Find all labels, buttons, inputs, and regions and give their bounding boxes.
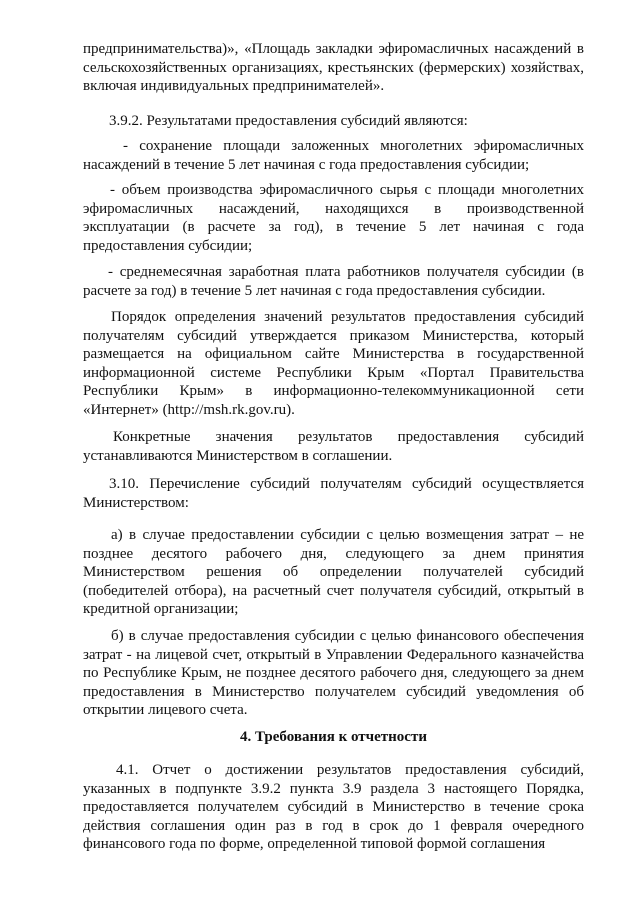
paragraph-3-10: 3.10. Перечисление субсидий получателям субсидий осуществляется Министерством: (83, 476, 584, 511)
paragraph-4-1: 4.1. Отчет о достижении результатов предоставления субсидий, указанных в подпункте 3.9.2 пункта 3.9 раздела 3 настоящего Порядка, предоставляется получателем субсидий в Министерство в течение срока действия соглашения один раз в год в срок до 1 февраля очередного финансового года по форме, определенной типовой формой соглашения (83, 762, 584, 852)
paragraph-item-a: а) в случае предоставлении субсидии с целью возмещения затрат – не позднее десятого рабочего дня, следующего за днем принятия Министерством решения об определении получателей субсидий (победителей отбора), на расчетный счет получателя субсидий, открытый в кредитной организации; (83, 527, 584, 617)
paragraph-result-volume: - объем производства эфиромасличного сырья с площади многолетних эфиромасличных насаждений, находящихся в производственной эксплуатации (в расчете за год), в течение 5 лет начиная с года предоставления субсидии; (83, 182, 584, 254)
paragraph-continuation: предпринимательства)», «Площадь закладки эфиромасличных насаждений в сельскохозяйственных организациях, крестьянских (фермерских) хозяйствах, включая индивидуальных предпринимателей». (83, 41, 584, 94)
section-heading: 4. Требования к отчетности (240, 729, 427, 745)
paragraph-item-b: б) в случае предоставления субсидии с целью финансового обеспечения затрат - на лицевой счет, открытый в Управлении Федерального казначейства по Республике Крым, не позднее десятого рабочего дня, следующего за днем предоставления в Министерство получателем субсидий уведомления об открытии лицевого счета. (83, 628, 584, 718)
paragraph-3-9-2: 3.9.2. Результатами предоставления субсидий являются: (109, 113, 468, 129)
paragraph-result-salary: - среднемесячная заработная плата работников получателя субсидии (в расчете за год) в течение 5 лет начиная с года предоставления субсидии. (83, 264, 584, 299)
paragraph-result-area: - сохранение площади заложенных многолетних эфиромасличных насаждений в течение 5 лет начиная с года предоставления субсидии; (83, 138, 584, 173)
paragraph-procedure: Порядок определения значений результатов предоставления субсидий получателям субсидий утверждается приказом Министерства, который размещается на официальном сайте Министерства в государственной информационной системе Республики Крым «Портал Правительства Республики Крым» в информационно-телекоммуникационной сети «Интернет» (http://msh.rk.gov.ru). (83, 309, 584, 418)
paragraph-specific-values: Конкретные значения результатов предоставления субсидий устанавливаются Министерством в соглашении. (83, 429, 584, 464)
